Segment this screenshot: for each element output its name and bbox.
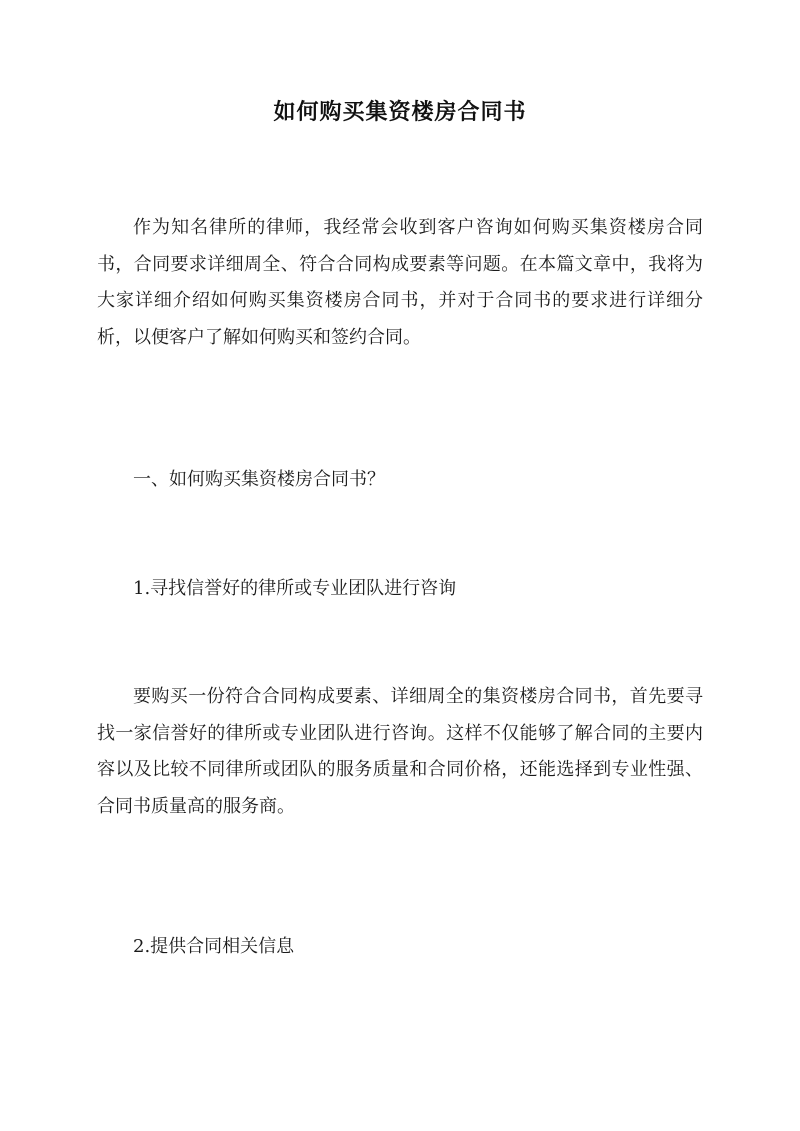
intro-paragraph: 作为知名律所的律师，我经常会收到客户咨询如何购买集资楼房合同书，合同要求详细周全、符合合同构成要素等问题。在本篇文章中，我将为大家详细介绍如何购买集资楼房合同书，并对于合同书的要求进行详细分析，以便客户了解如何购买和签约合同。 <box>97 217 703 348</box>
subsection-heading-1: 1.寻找信誉好的律所或专业团队进行咨询 <box>133 578 457 599</box>
body-paragraph: 要购买一份符合合同构成要素、详细周全的集资楼房合同书，首先要寻找一家信誉好的律所或专业团队进行咨询。这样不仅能够了解合同的主要内容以及比较不同律所或团队的服务质量和合同价格，还能选择到专业性强、合同书质量高的服务商。 <box>97 686 703 817</box>
subsection-heading-2: 2.提供合同相关信息 <box>133 936 295 957</box>
section-heading-1: 一、如何购买集资楼房合同书？ <box>133 469 385 490</box>
document-title: 如何购买集资楼房合同书 <box>273 99 527 125</box>
